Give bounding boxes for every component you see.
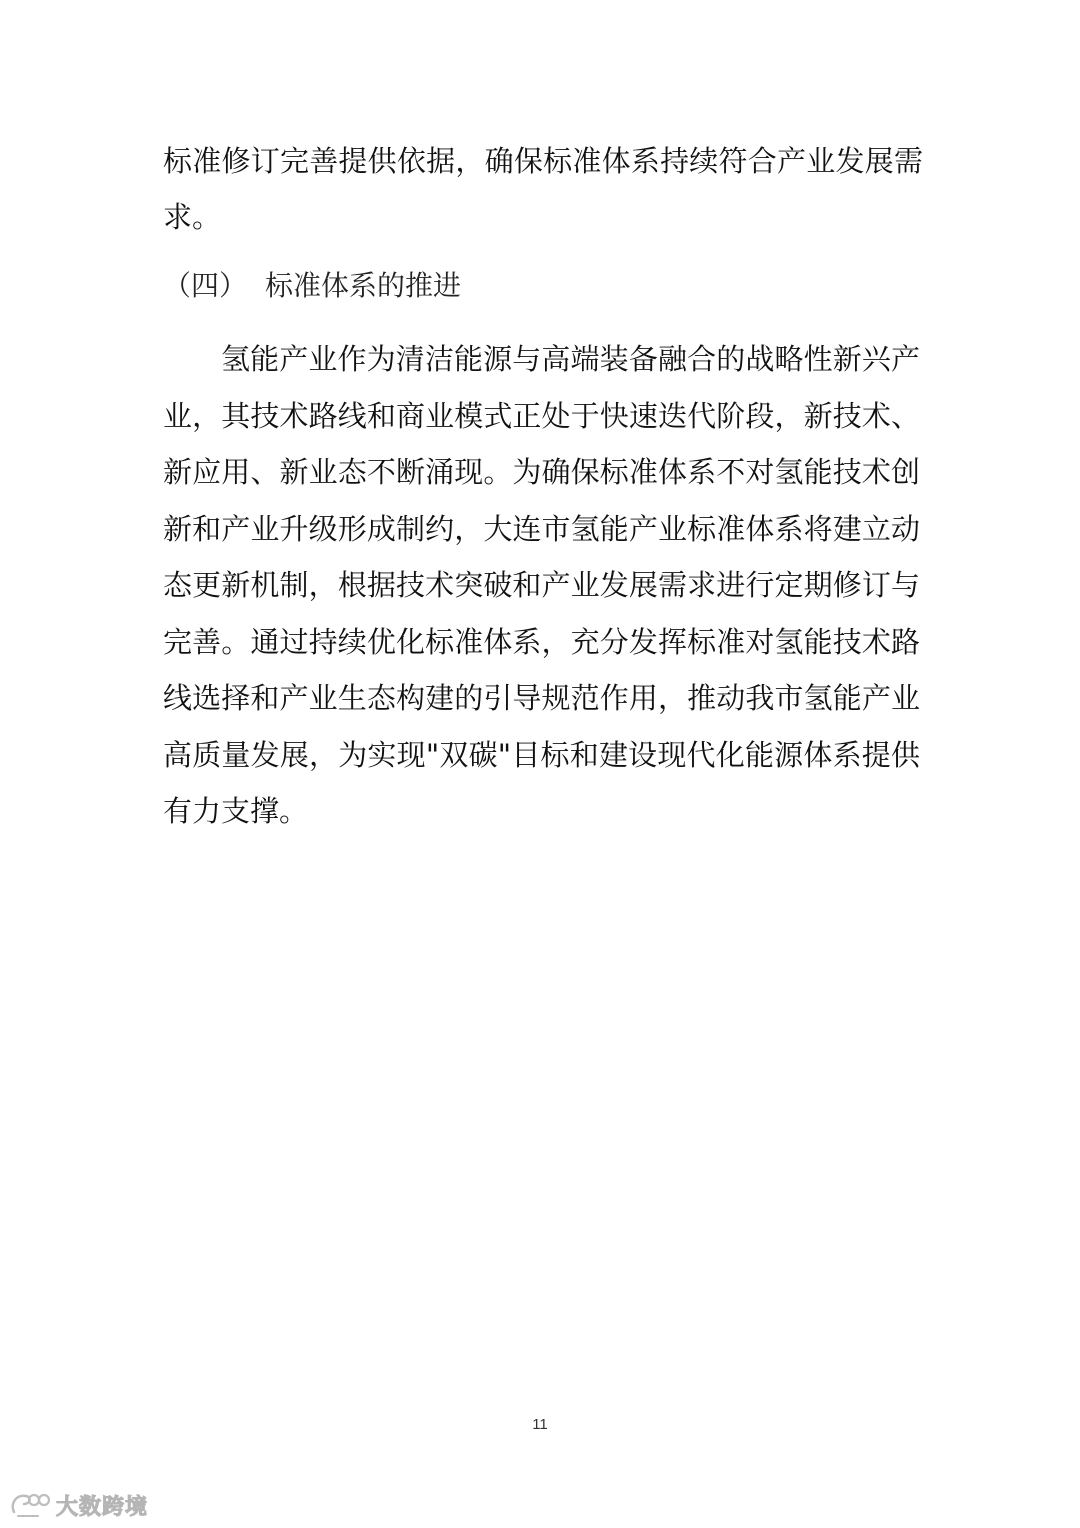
watermark <box>8 1488 148 1522</box>
page-number: 11 <box>532 1416 548 1433</box>
continued-paragraph: 标准修订完善提供依据，确保标准体系持续符合产业发展需求。 <box>163 144 923 234</box>
section-title: 标准体系的推进 <box>265 269 462 302</box>
watermark-text: 大数跨境 <box>56 1494 149 1520</box>
body-paragraph: 氢能产业作为清洁能源与高端装备融合的战略性新兴产业，其技术路线和商业模式正处于快速迭代阶段，新技术、新应用、新业态不断涌现。为确保标准体系不对氢能技术创新和产业升级形成制约，大连市氢能产业标准体系将建立动态更新机制，根据技术突破和产业发展需求进行定期修订与完善。通过持续优化标准体系，充分发挥标准对氢能技术路线选择和产业生态构建的引导规范作用，推动我市氢能产业高质量发展，为实现"双碳"目标和建设现代化能源体系提供有力支撑。 <box>163 342 920 828</box>
logo-mark-icon <box>8 1490 52 1520</box>
section-number: （四） <box>163 269 248 302</box>
section-heading <box>163 262 461 310</box>
